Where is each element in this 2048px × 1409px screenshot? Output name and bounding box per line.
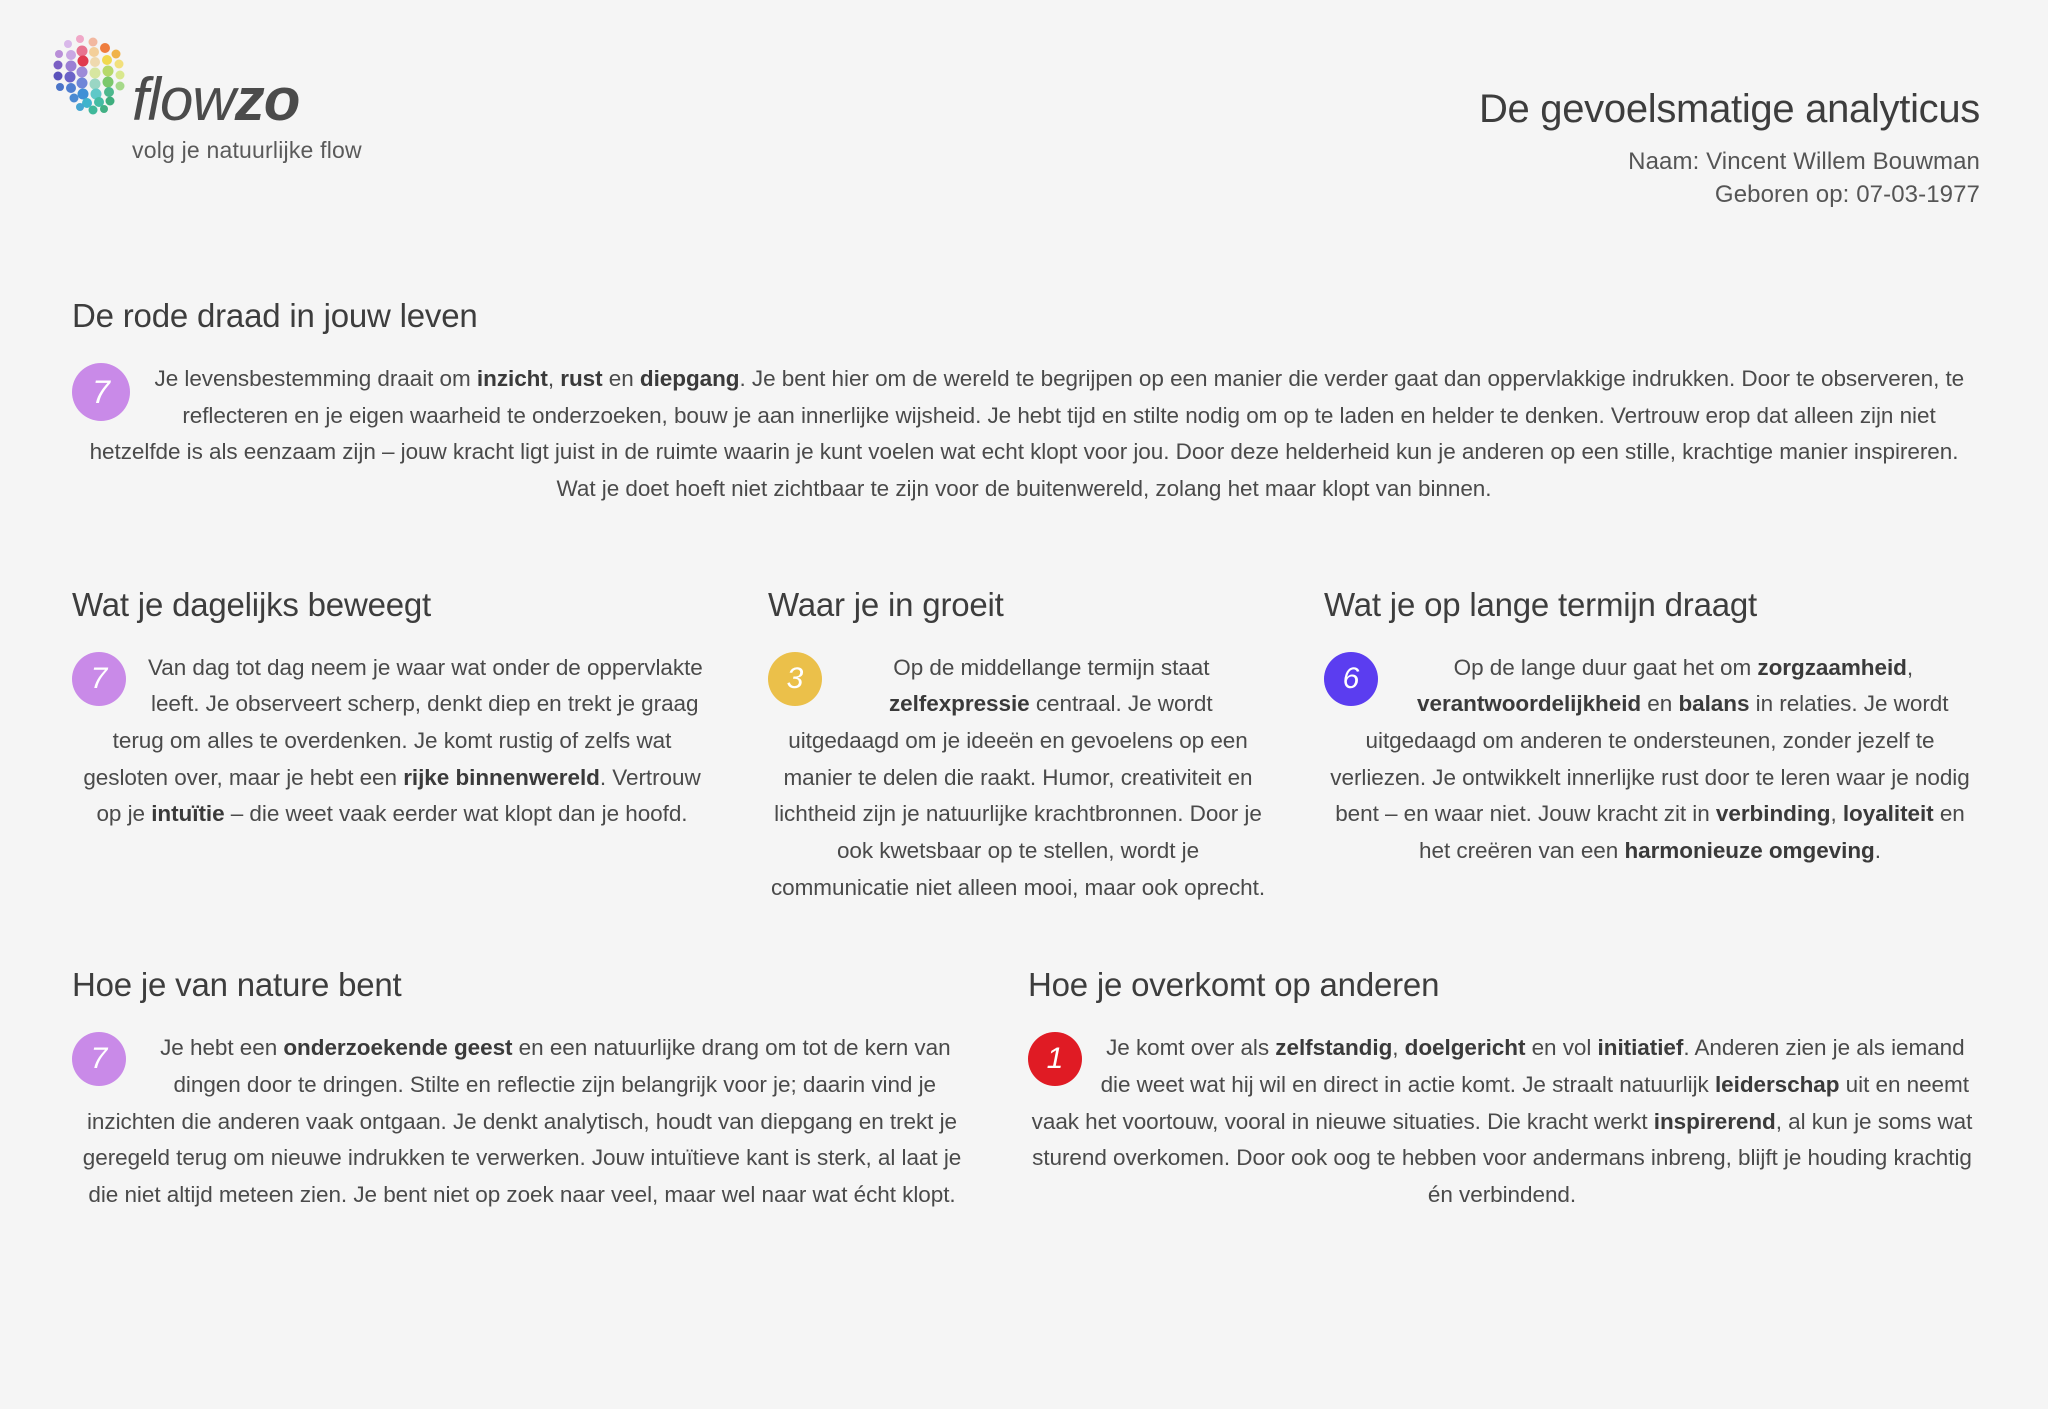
section-body-lange-termijn: Op de lange duur gaat het om zorgzaamheid, verantwoordelijkheid en balans in relaties. Je wordt uitgedaagd om anderen te ondersteunen, zonder jezelf te verliezen. Je ontwikkelt innerlijke rust door te leren waar je nodig bent – en waar niet. Jouw kracht zit in verbinding, loyaliteit en het creëren van een harmonieuze omgeving.	[1330, 654, 1970, 864]
brand-logo	[46, 28, 362, 164]
brand-tagline: volg je natuurlijke flow	[132, 137, 362, 164]
number-badge-6: 6	[1324, 652, 1378, 706]
section-body-dagelijks: Van dag tot dag neem je waar wat onder de oppervlakte leeft. Je observeert scherp, denkt diep en trekt je graag terug om alles te overdenken. Je komt rustig of zelfs wat gesloten over, maar je hebt een rijke binnenwereld. Vertrouw op je intuïtie – die weet vaak eerder wat klopt dan je hoofd.	[83, 654, 703, 827]
section-title-overkomt: Hoe je overkomt op anderen	[1028, 966, 1440, 1004]
subject-birthdate: Geboren op: 07-03-1977	[1714, 181, 1980, 208]
section-groeit	[768, 586, 1268, 907]
two-column-row	[0, 966, 2048, 1213]
wordmark-zo: zo	[234, 66, 300, 133]
three-column-row	[0, 586, 2048, 907]
section-rode-draad	[0, 297, 2048, 508]
section-title-dagelijks: Wat je dagelijks beweegt	[72, 585, 432, 623]
section-dagelijks	[72, 586, 712, 833]
section-title-groeit: Waar je in groeit	[768, 585, 1004, 623]
brand-wordmark	[132, 66, 362, 133]
page-title: De gevoelsmatige analyticus	[1478, 87, 1980, 131]
rainbow-dot-cluster-icon	[46, 28, 138, 124]
section-van-nature	[72, 966, 972, 1213]
section-title-lange-termijn: Wat je op lange termijn draagt	[1324, 585, 1758, 623]
number-badge-7: 7	[72, 1032, 126, 1086]
page-header	[0, 0, 2048, 209]
section-title-rode-draad: De rode draad in jouw leven	[72, 297, 478, 334]
section-title-van-nature: Hoe je van nature bent	[72, 966, 402, 1004]
number-badge-1: 1	[1028, 1032, 1082, 1086]
brand-text	[132, 66, 362, 164]
section-body-rode-draad: Je levensbestemming draait om inzicht, rust en diepgang. Je bent hier om de wereld te begrijpen op een manier die verder gaat dan oppervlakkige indrukken. Door te observeren, te reflecteren en je eigen waarheid te onderzoeken, bouw je aan innerlijke wijsheid. Je hebt tijd en stilte nodig om op te laden en helder te denken. Vertrouw erop dat alleen zijn niet hetzelfde is als eenzaam zijn – jouw kracht ligt juist in de ruimte waarin je kunt voelen wat echt klopt voor jou. Door deze helderheid kun je anderen op een stille, krachtige manier inspireren. Wat je doet hoeft niet zichtbaar te zijn voor de buitenwereld, zolang het maar klopt van binnen.	[89, 366, 1965, 502]
section-lange-termijn	[1324, 586, 1976, 870]
section-body-van-nature: Je hebt een onderzoekende geest en een natuurlijke drang om tot de kern van dingen door te dringen. Stilte en reflectie zijn belangrijk voor je; daarin vind je inzichten die anderen vaak ontgaan. Je denkt analytisch, houdt van diepgang en trekt je geregeld terug om nieuwe indrukken te verwerken. Jouw intuïtieve kant is sterk, al laat je die niet altijd meteen zien. Je bent niet op zoek naar veel, maar wel naar wat écht klopt.	[82, 1035, 962, 1208]
section-body-groeit: Op de middellange termijn staat zelfexpressie centraal. Je wordt uitgedaagd om je ideeën en gevoelens op een manier te delen die raakt. Humor, creativiteit en lichtheid zijn je natuurlijke krachtbronnen. Door je ook kwetsbaar op te stellen, wordt je communicatie niet alleen mooi, maar ook oprecht.	[770, 654, 1266, 900]
subject-name: Naam: Vincent Willem Bouwman	[1628, 148, 1980, 175]
header-meta	[1479, 28, 1980, 209]
number-badge-7: 7	[72, 363, 130, 421]
number-badge-7: 7	[72, 652, 126, 706]
section-body-overkomt: Je komt over als zelfstandig, doelgericht en vol initiatief. Anderen zien je als iemand die weet wat hij wil en direct in actie komt. Je straalt natuurlijk leiderschap uit en neemt vaak het voortouw, vooral in nieuwe situaties. Die kracht werkt inspirerend, al kun je soms wat sturend overkomen. Door ook oog te hebben voor andermans inbreng, blijft je houding krachtig én verbindend.	[1031, 1035, 1973, 1208]
wordmark-flow: flow	[132, 66, 235, 133]
section-overkomt	[1028, 966, 1976, 1213]
number-badge-3: 3	[768, 652, 822, 706]
